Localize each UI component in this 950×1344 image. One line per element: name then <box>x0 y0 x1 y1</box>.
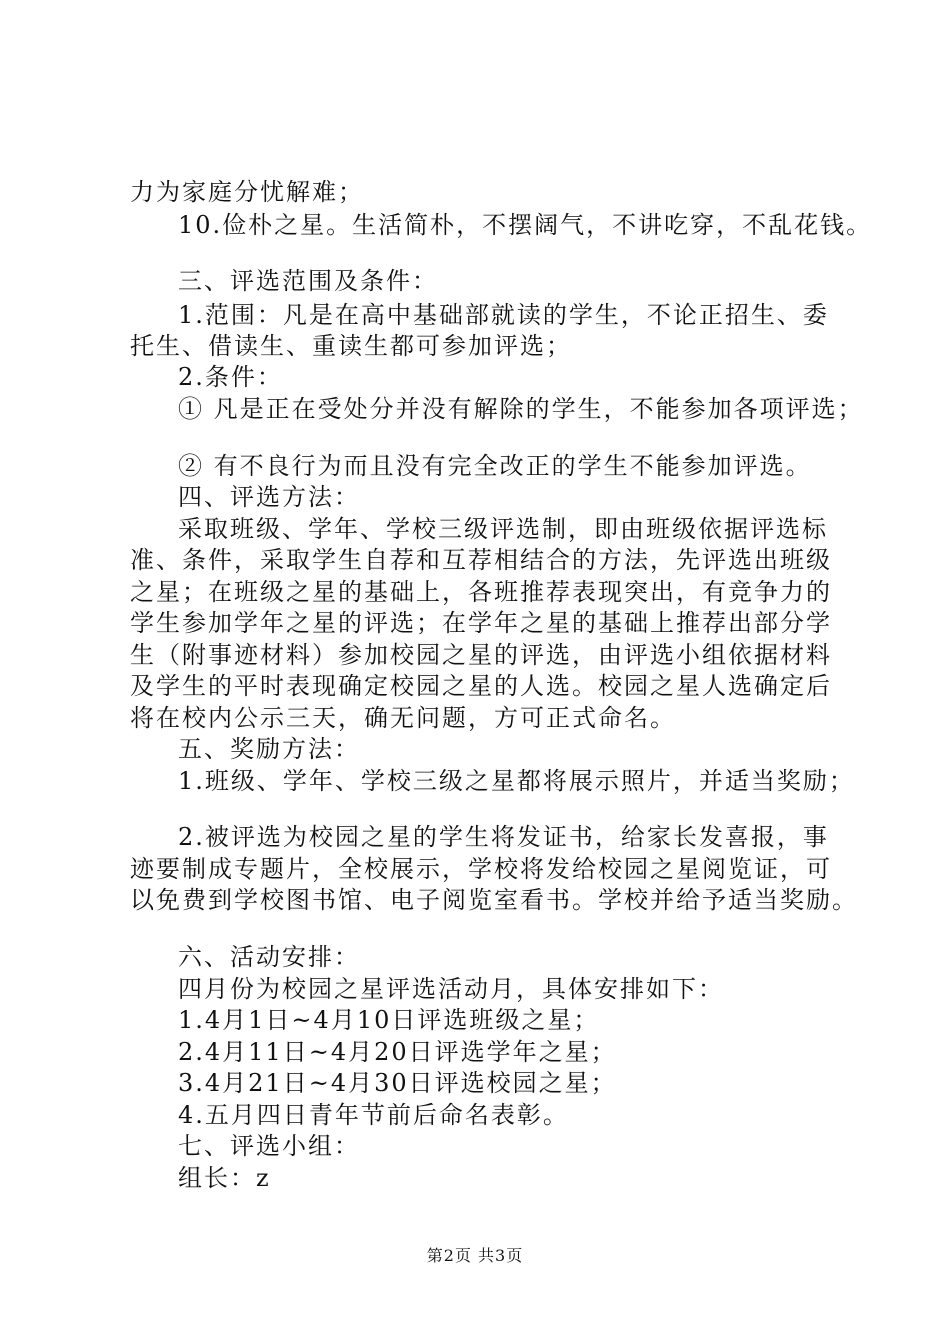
body-line: 托生、借读生、重读生都可参加评选； <box>130 332 572 360</box>
body-line: 采取班级、学年、学校三级评选制，即由班级依据评选标 <box>178 515 828 543</box>
schedule-item: 1.4月1日~4月10日评选班级之星； <box>178 1006 600 1034</box>
body-line: 四月份为校园之星评选活动月，具体安排如下： <box>178 975 724 1003</box>
body-line: 组长：z <box>178 1164 271 1192</box>
section-heading: 四、评选方法： <box>178 483 360 511</box>
body-line: 1.班级、学年、学校三级之星都将展示照片，并适当奖励； <box>178 767 855 795</box>
schedule-item: 3.4月21日~4月30日评选校园之星； <box>178 1069 617 1097</box>
section-heading: 六、活动安排： <box>178 943 360 971</box>
body-line: 2.被评选为校园之星的学生将发证书，给家长发喜报，事 <box>178 823 829 851</box>
body-line: 迹要制成专题片，全校展示，学校将发给校园之星阅览证，可 <box>130 855 832 883</box>
body-line: 及学生的平时表现确定校园之星的人选。校园之星人选确定后 <box>130 672 832 700</box>
body-line: 10.俭朴之星。生活简朴，不摆阔气，不讲吃穿，不乱花钱。 <box>178 211 873 239</box>
body-line: 准、条件，采取学生自荐和互荐相结合的方法，先评选出班级 <box>130 546 832 574</box>
body-line: ② 有不良行为而且没有完全改正的学生不能参加评选。 <box>178 452 812 480</box>
page-footer: 第2页 共3页 <box>426 1246 524 1265</box>
section-heading: 七、评选小组： <box>178 1132 360 1160</box>
body-line: 将在校内公示三天，确无问题，方可正式命名。 <box>130 704 676 732</box>
body-line: 生（附事迹材料）参加校园之星的评选，由评选小组依据材料 <box>130 641 832 669</box>
schedule-item: 2.4月11日~4月20日评选学年之星； <box>178 1038 617 1066</box>
section-heading: 三、评选范围及条件： <box>178 267 438 295</box>
body-line: 2.条件： <box>178 363 283 391</box>
schedule-item: 4.五月四日青年节前后命名表彰。 <box>178 1101 569 1129</box>
body-line: 力为家庭分忧解难； <box>130 178 364 206</box>
section-heading: 五、奖励方法： <box>178 735 360 763</box>
body-line: 学生参加学年之星的评选；在学年之星的基础上推荐出部分学 <box>130 609 832 637</box>
body-line: ① 凡是正在受处分并没有解除的学生，不能参加各项评选； <box>178 395 864 423</box>
body-line: 以免费到学校图书馆、电子阅览室看书。学校并给予适当奖励。 <box>130 886 858 914</box>
body-line: 1.范围：凡是在高中基础部就读的学生，不论正招生、委 <box>178 301 829 329</box>
body-line: 之星；在班级之星的基础上，各班推荐表现突出，有竞争力的 <box>130 578 832 606</box>
